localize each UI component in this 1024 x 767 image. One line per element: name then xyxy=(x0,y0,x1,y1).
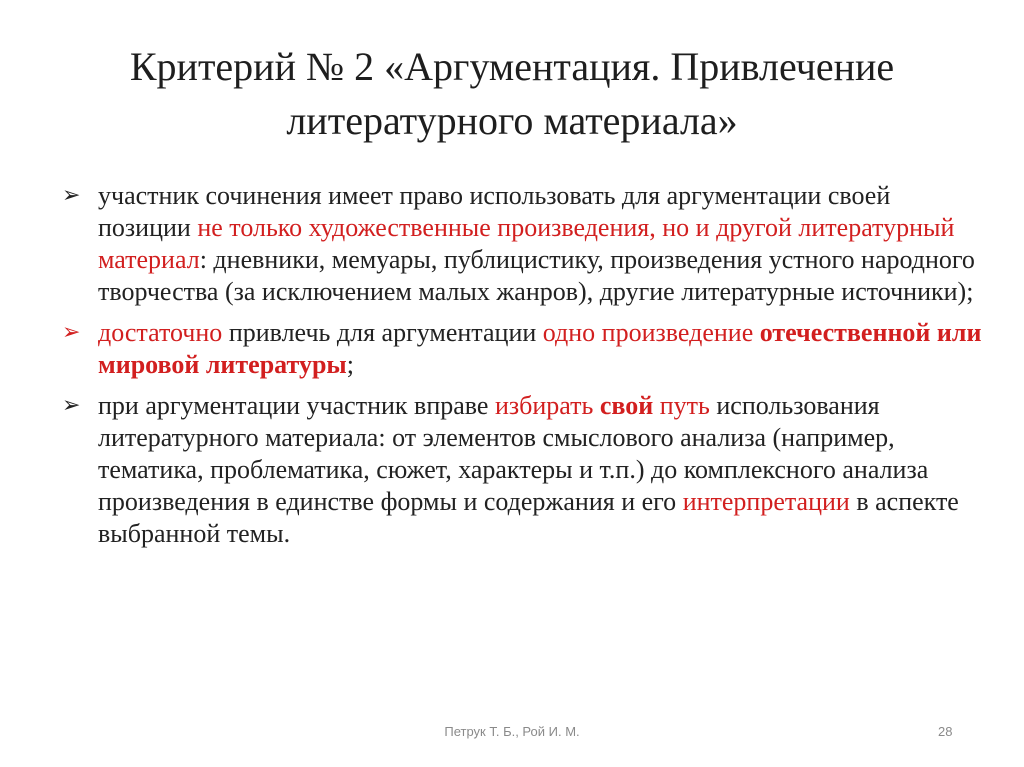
bullet-text-segment: в аспекте выбранной темы. xyxy=(98,487,959,548)
slide-title: Критерий № 2 «Аргументация. Привлечение литературного материала» xyxy=(129,44,895,143)
bullet-text-highlight: избирать xyxy=(494,391,600,420)
bullet-text-highlight: одно произведение xyxy=(542,318,760,347)
bullet-text-segment: : дневники, мемуары, публицистику, произведения устного народного творчества (за исключением малых жанров), другие литературные источники); xyxy=(98,245,975,306)
bullet-text-segment: участник сочинения имеет право использовать для аргументации своей позиции xyxy=(98,181,891,242)
bullet-text-segment: привлечь для аргументации xyxy=(222,318,543,347)
bullet-item-1 xyxy=(62,180,982,308)
bullet-text-segment: при аргументации участник вправе xyxy=(98,391,495,420)
bullet-text-segment: ; xyxy=(346,350,354,379)
bullet-text-segment: использования литературного материала: от элементов смыслового анализа (например, тематика, проблематика, сюжет, характеры и т.п.) до комплексного анализа произведения в единстве формы и содержания и его xyxy=(98,391,929,516)
arrow-bullet-icon: ➢ xyxy=(62,393,81,418)
arrow-bullet-icon: ➢ xyxy=(62,320,81,345)
bullet-text-highlight: интерпретации xyxy=(682,487,850,516)
bullet-item-3 xyxy=(62,390,982,550)
page-number: 28 xyxy=(938,724,953,739)
arrow-bullet-icon: ➢ xyxy=(62,183,81,208)
bullet-text-bold-highlight: свой xyxy=(599,391,654,420)
bullet-text-bold-highlight: отечественной или мировой литературы xyxy=(98,318,982,379)
slide-footer-authors: Петрук Т. Б., Рой И. М. xyxy=(444,724,580,739)
bullet-text-highlight: не только художественные произведения, но и другой литературный материал xyxy=(98,213,955,274)
bullet-list xyxy=(62,180,982,559)
bullet-text-highlight: путь xyxy=(653,391,710,420)
bullet-item-2 xyxy=(62,317,982,381)
bullet-text-highlight: достаточно xyxy=(98,318,223,347)
